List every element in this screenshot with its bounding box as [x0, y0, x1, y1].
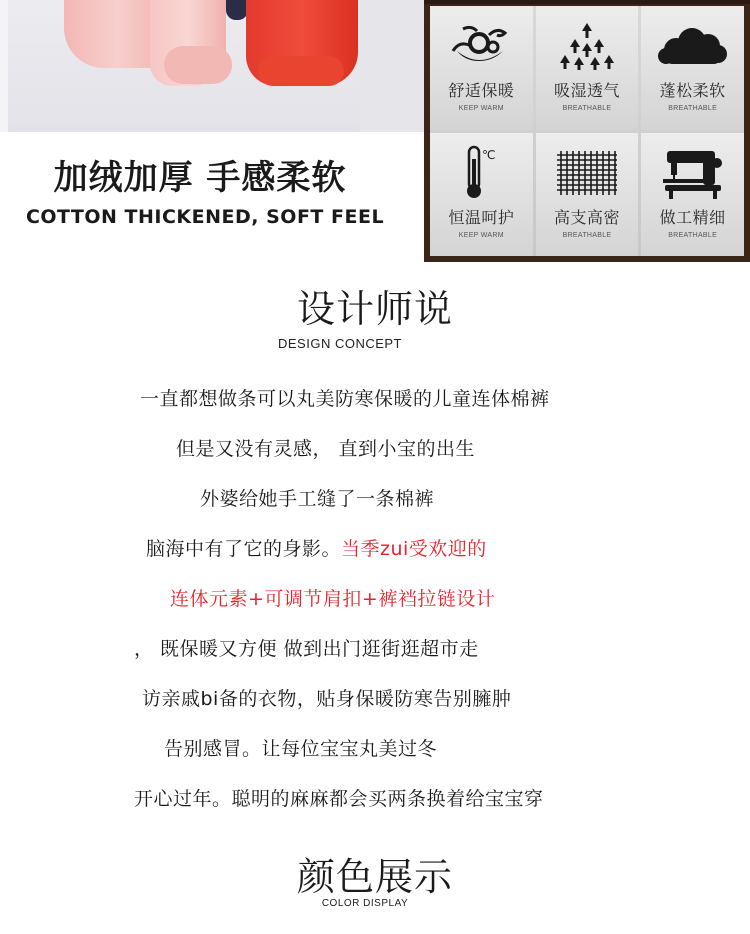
feature-sublabel: KEEP WARM: [458, 231, 504, 239]
feature-tile: [430, 6, 533, 130]
product-photo: [0, 0, 424, 132]
color-display-title: 颜色展示: [296, 855, 453, 899]
feature-sublabel: BREATHABLE: [562, 231, 612, 239]
feature-label: 高支高密: [553, 207, 620, 227]
feature-sublabel: BREATHABLE: [562, 105, 612, 112]
warm-swirl-icon: [449, 18, 513, 74]
feature-label: 恒温呵护: [448, 207, 515, 227]
concept-line: 外婆给她手工缝了一条棉裤: [200, 488, 435, 510]
thermometer-icon: [459, 145, 503, 201]
concept-line: 但是又没有灵感， 直到小宝的出生: [176, 438, 476, 460]
feature-panel: [424, 0, 750, 262]
concept-line: 访亲戚bi备的衣物，贴身保暖防寒告别臃肿: [142, 688, 512, 710]
red-cuff: [258, 56, 344, 86]
design-concept-subtitle: DESIGN CONCEPT: [277, 336, 402, 351]
highlight-text: 连体元素+可调节肩扣+裤裆拉链设计: [170, 588, 496, 610]
thermometer-unit: ℃: [482, 147, 496, 162]
highlight-text: 当季zui受欢迎的: [341, 538, 487, 560]
concept-line: 一直都想做条可以丸美防寒保暖的儿童连体棉裤: [140, 388, 550, 410]
arrows-up-icon: [557, 18, 617, 74]
navy-trim: [226, 0, 248, 20]
sewing-machine-icon: [661, 145, 725, 201]
feature-label: 蓬松柔软: [659, 81, 726, 100]
feature-subtitle: COTTON THICKENED, SOFT FEEL: [25, 206, 385, 228]
design-concept-title: 设计师说: [296, 287, 453, 331]
color-display-subtitle: COLOR DISPLAY: [321, 898, 409, 909]
feature-tile: [641, 6, 744, 130]
feature-label: 舒适保暖: [448, 81, 515, 100]
feature-title: 加绒加厚 手感柔软: [53, 158, 347, 198]
concept-line: 告别感冒。让每位宝宝丸美过冬: [164, 738, 438, 760]
feature-tile: [430, 133, 533, 257]
concept-line: 开心过年。聪明的麻麻都会买两条换着给宝宝穿: [134, 788, 544, 810]
feature-sublabel: BREATHABLE: [668, 105, 718, 112]
feature-tile: [536, 6, 639, 130]
feature-tile: [641, 133, 744, 257]
feature-label: 做工精细: [659, 207, 726, 227]
cloud-icon: [658, 18, 728, 74]
fabric-grid-icon: [557, 145, 617, 201]
feature-tile: [536, 133, 639, 257]
concept-line: 脑海中有了它的身影。当季zui受欢迎的: [146, 538, 487, 560]
concept-line: [170, 584, 495, 611]
feature-sublabel: KEEP WARM: [458, 105, 504, 112]
concept-line: ， 既保暖又方便 做到出门逛街逛超市走: [134, 638, 479, 660]
feature-sublabel: BREATHABLE: [668, 231, 718, 239]
pink-cuff: [164, 46, 232, 84]
feature-label: 吸湿透气: [553, 81, 620, 100]
